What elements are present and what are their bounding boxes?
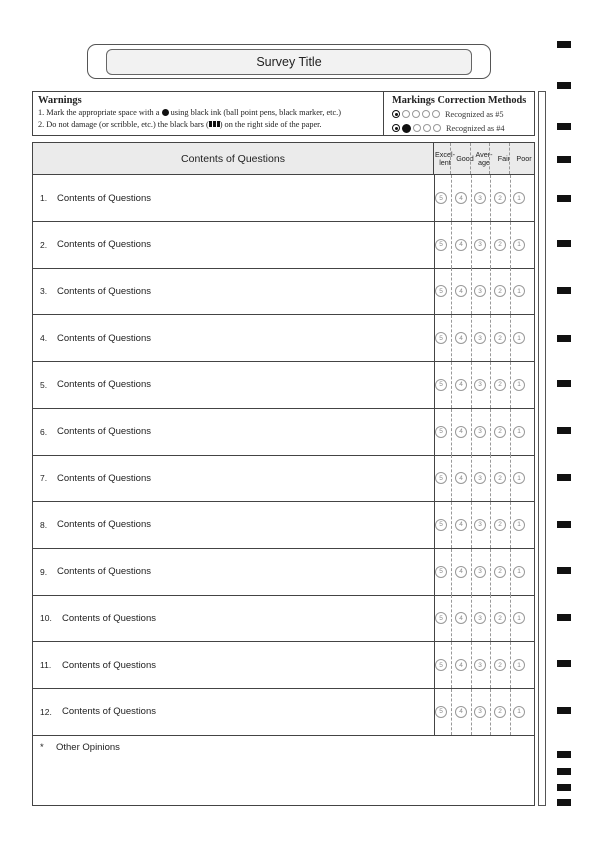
rating-bubble-4[interactable]: 4 — [455, 659, 467, 671]
question-row — [33, 689, 534, 736]
column-divider — [471, 642, 472, 688]
rating-bubble-2[interactable]: 2 — [494, 239, 506, 251]
column-divider — [451, 455, 452, 501]
rating-bubble-5[interactable]: 5 — [435, 566, 447, 578]
rating-cells — [434, 642, 534, 688]
warning-line-1-start: 1. Mark the appropriate space with a — [38, 108, 160, 117]
question-number: 7. — [40, 473, 48, 484]
timing-mark — [557, 82, 571, 89]
timing-mark — [557, 287, 571, 294]
column-divider — [490, 315, 491, 361]
rating-cells — [434, 455, 534, 501]
rating-bubble-1[interactable]: 1 — [513, 379, 525, 391]
rating-bubble-4[interactable]: 4 — [455, 566, 467, 578]
warning-line-1-end: using black ink (ball point pens, black marker, etc.) — [170, 108, 341, 117]
rating-cells — [434, 268, 534, 314]
column-divider — [471, 175, 472, 221]
rating-bubble-3[interactable]: 3 — [474, 566, 486, 578]
warning-line-2-end: ) on the right side of the paper. — [219, 120, 322, 129]
warning-line-2 — [38, 119, 378, 131]
correction-example-2 — [392, 121, 526, 135]
rating-bubble-3[interactable]: 3 — [474, 379, 486, 391]
question-text — [40, 222, 151, 268]
column-divider — [471, 689, 472, 735]
rating-bubble-3[interactable]: 3 — [474, 332, 486, 344]
rating-bubble-2[interactable]: 2 — [494, 706, 506, 718]
rating-bubble-1[interactable]: 1 — [513, 426, 525, 438]
rating-bubble-2[interactable]: 2 — [494, 659, 506, 671]
question-row — [33, 315, 534, 362]
column-divider — [450, 143, 451, 174]
rating-bubble-5[interactable]: 5 — [435, 379, 447, 391]
rating-bubble-4[interactable]: 4 — [455, 426, 467, 438]
column-divider — [510, 689, 511, 735]
question-number: 8. — [40, 519, 48, 530]
rating-bubble-4[interactable]: 4 — [455, 332, 467, 344]
rating-bubble-4[interactable]: 4 — [455, 239, 467, 251]
rating-cells — [434, 315, 534, 361]
question-label: Contents of Questions — [62, 706, 156, 718]
column-divider — [510, 409, 511, 455]
rating-bubble-2[interactable]: 2 — [494, 426, 506, 438]
rating-bubble-2[interactable]: 2 — [494, 472, 506, 484]
timing-mark — [557, 614, 571, 621]
question-label: Contents of Questions — [57, 332, 151, 344]
column-divider — [490, 502, 491, 548]
column-divider — [510, 549, 511, 595]
question-number: 3. — [40, 286, 48, 297]
rating-bubble-2[interactable]: 2 — [494, 612, 506, 624]
rating-bubble-3[interactable]: 3 — [474, 706, 486, 718]
question-label: Contents of Questions — [57, 426, 151, 437]
column-divider — [490, 689, 491, 735]
column-divider — [510, 315, 511, 361]
timing-mark — [557, 335, 571, 342]
question-text — [40, 689, 156, 735]
timing-mark — [557, 751, 571, 758]
column-divider — [451, 502, 452, 548]
column-divider — [470, 143, 471, 174]
rating-bubble-3[interactable]: 3 — [474, 612, 486, 624]
question-number: 6. — [40, 426, 48, 437]
timing-mark — [557, 707, 571, 714]
timing-mark — [557, 195, 571, 202]
rating-cells — [434, 362, 534, 408]
timing-mark — [557, 380, 571, 387]
question-row — [33, 549, 534, 596]
filled-bubble-icon — [402, 124, 411, 133]
rating-cells — [434, 502, 534, 548]
empty-bubble-icon — [413, 124, 421, 132]
column-divider — [451, 268, 452, 314]
question-number: 12. — [40, 706, 52, 717]
rating-bubble-1[interactable]: 1 — [513, 192, 525, 204]
question-label: Contents of Questions — [57, 192, 151, 204]
question-row — [33, 222, 534, 269]
rating-cells — [434, 175, 534, 221]
column-divider — [490, 409, 491, 455]
column-divider — [471, 315, 472, 361]
title-frame — [87, 44, 491, 79]
column-divider — [510, 362, 511, 408]
question-number: 11. — [40, 660, 52, 670]
rating-header-2: Good — [456, 153, 474, 163]
filled-dot-icon — [162, 109, 169, 116]
black-bars-icon — [209, 121, 220, 127]
rating-bubble-4[interactable]: 4 — [455, 192, 467, 204]
question-label: Contents of Questions — [57, 472, 151, 484]
question-text — [40, 175, 151, 221]
column-divider — [471, 362, 472, 408]
question-text — [40, 315, 151, 361]
question-text — [40, 268, 151, 314]
column-divider — [490, 642, 491, 688]
column-divider — [509, 143, 510, 174]
rating-bubble-5[interactable]: 5 — [435, 472, 447, 484]
rating-bubble-3[interactable]: 3 — [474, 659, 486, 671]
correction-example-1 — [392, 107, 526, 121]
empty-bubble-icon — [432, 110, 440, 118]
rating-bubble-4[interactable]: 4 — [455, 612, 467, 624]
rating-bubble-1[interactable]: 1 — [513, 612, 525, 624]
column-divider — [471, 268, 472, 314]
question-label: Contents of Questions — [57, 566, 151, 578]
rating-bubble-5[interactable]: 5 — [435, 192, 447, 204]
table-header — [33, 143, 534, 175]
rating-bubble-5[interactable]: 5 — [435, 612, 447, 624]
rating-bubble-4[interactable]: 4 — [455, 472, 467, 484]
rating-bubble-2[interactable]: 2 — [494, 519, 506, 531]
question-column-header: Contents of Questions — [33, 143, 434, 174]
timing-mark — [557, 427, 571, 434]
question-row — [33, 175, 534, 222]
column-divider — [471, 409, 472, 455]
question-label: Contents of Questions — [57, 239, 151, 251]
empty-bubble-icon — [433, 124, 441, 132]
rating-cells — [434, 409, 534, 455]
column-divider — [451, 689, 452, 735]
correction-panel — [384, 92, 534, 135]
timing-mark — [557, 660, 571, 667]
rating-bubble-5[interactable]: 5 — [435, 426, 447, 438]
rating-bubble-1[interactable]: 1 — [513, 472, 525, 484]
question-label: Contents of Questions — [62, 612, 156, 624]
question-row — [33, 642, 534, 689]
timing-mark — [557, 123, 571, 130]
question-row — [33, 455, 534, 502]
warning-line-1 — [38, 107, 378, 119]
column-divider — [451, 362, 452, 408]
column-divider — [451, 595, 452, 641]
question-row — [33, 362, 534, 409]
question-number: 10. — [40, 613, 52, 624]
rating-header-3: Aver- age — [475, 149, 493, 167]
rating-header-1: Excel- lent — [435, 149, 455, 167]
rating-cells — [434, 595, 534, 641]
rating-bubble-2[interactable]: 2 — [494, 192, 506, 204]
question-text — [40, 549, 151, 595]
column-divider — [490, 455, 491, 501]
rating-bubble-5[interactable]: 5 — [435, 285, 447, 297]
corrected-bubble-icon — [392, 110, 400, 118]
timing-mark — [557, 784, 571, 791]
column-divider — [490, 268, 491, 314]
column-divider — [471, 595, 472, 641]
rating-bubble-4[interactable]: 4 — [455, 379, 467, 391]
corrected-bubble-icon — [392, 124, 400, 132]
rating-bubble-1[interactable]: 1 — [513, 519, 525, 531]
rating-bubble-2[interactable]: 2 — [494, 566, 506, 578]
column-divider — [451, 409, 452, 455]
column-divider — [510, 455, 511, 501]
rating-bubble-3[interactable]: 3 — [474, 519, 486, 531]
warning-line-2-start: 2. Do not damage (or scribble, etc.) the black bars ( — [38, 120, 209, 129]
rating-bubble-1[interactable]: 1 — [513, 706, 525, 718]
timing-mark — [557, 240, 571, 247]
survey-title: Survey Title — [106, 49, 472, 75]
rating-bubble-3[interactable]: 3 — [474, 426, 486, 438]
rating-bubble-5[interactable]: 5 — [435, 519, 447, 531]
question-row — [33, 595, 534, 642]
column-divider — [451, 175, 452, 221]
correction-label-2: Recognized as #4 — [446, 123, 505, 133]
column-divider — [490, 175, 491, 221]
rating-bubble-5[interactable]: 5 — [435, 239, 447, 251]
column-divider — [510, 222, 511, 268]
question-text — [40, 409, 151, 455]
timing-mark — [557, 41, 571, 48]
rating-bubble-1[interactable]: 1 — [513, 332, 525, 344]
question-text — [40, 502, 151, 548]
column-divider — [471, 502, 472, 548]
question-label: Contents of Questions — [57, 285, 151, 297]
rating-bubble-1[interactable]: 1 — [513, 659, 525, 671]
rating-bubble-3[interactable]: 3 — [474, 192, 486, 204]
column-divider — [510, 595, 511, 641]
question-text — [40, 362, 151, 408]
rating-bubble-2[interactable]: 2 — [494, 332, 506, 344]
rating-bubble-3[interactable]: 3 — [474, 239, 486, 251]
column-divider — [471, 455, 472, 501]
warnings-panel — [33, 92, 384, 135]
column-divider — [451, 549, 452, 595]
column-divider — [451, 315, 452, 361]
question-row — [33, 502, 534, 549]
timing-mark — [557, 156, 571, 163]
rating-cells — [434, 549, 534, 595]
rating-cells — [434, 222, 534, 268]
rating-header-5: Poor — [516, 153, 532, 163]
column-divider — [490, 595, 491, 641]
question-number: 1. — [40, 193, 48, 203]
column-divider — [510, 175, 511, 221]
column-divider — [471, 222, 472, 268]
rating-bubble-1[interactable]: 1 — [513, 285, 525, 297]
column-divider — [510, 502, 511, 548]
question-label: Contents of Questions — [57, 519, 151, 531]
column-divider — [510, 268, 511, 314]
correction-label-1: Recognized as #5 — [445, 109, 504, 119]
side-strip — [538, 91, 546, 806]
empty-bubble-icon — [423, 124, 431, 132]
rating-bubble-2[interactable]: 2 — [494, 285, 506, 297]
timing-mark — [557, 768, 571, 775]
rating-bubble-4[interactable]: 4 — [455, 519, 467, 531]
rating-bubble-3[interactable]: 3 — [474, 472, 486, 484]
question-number: 4. — [40, 333, 48, 344]
rating-bubble-4[interactable]: 4 — [455, 285, 467, 297]
rating-header-4: Fair — [497, 153, 511, 163]
rating-cells — [434, 689, 534, 735]
timing-mark — [557, 799, 571, 806]
column-divider — [451, 222, 452, 268]
column-divider — [451, 642, 452, 688]
timing-mark — [557, 474, 571, 481]
question-row — [33, 268, 534, 315]
instructions-box — [32, 91, 535, 136]
column-divider — [471, 549, 472, 595]
rating-bubble-3[interactable]: 3 — [474, 285, 486, 297]
column-divider — [490, 362, 491, 408]
questions-table — [32, 142, 535, 806]
rating-bubble-1[interactable]: 1 — [513, 566, 525, 578]
opinions-marker: * — [40, 742, 44, 753]
column-divider — [510, 642, 511, 688]
other-opinions — [40, 742, 120, 753]
timing-mark — [557, 521, 571, 528]
empty-bubble-icon — [422, 110, 430, 118]
column-divider — [490, 549, 491, 595]
question-number: 9. — [40, 566, 48, 577]
question-text — [40, 455, 151, 501]
question-number: 2. — [40, 239, 48, 250]
warnings-heading: Warnings — [38, 95, 82, 106]
question-label: Contents of Questions — [57, 379, 151, 391]
rating-bubble-1[interactable]: 1 — [513, 239, 525, 251]
rating-bubble-4[interactable]: 4 — [455, 706, 467, 718]
rating-bubble-5[interactable]: 5 — [435, 332, 447, 344]
rating-bubble-5[interactable]: 5 — [435, 659, 447, 671]
opinions-label: Other Opinions — [56, 742, 120, 753]
question-text — [40, 642, 156, 688]
question-text — [40, 595, 156, 641]
empty-bubble-icon — [412, 110, 420, 118]
rating-bubble-5[interactable]: 5 — [435, 706, 447, 718]
question-row — [33, 409, 534, 456]
question-number: 5. — [40, 379, 48, 390]
question-label: Contents of Questions — [62, 659, 156, 671]
column-divider — [489, 143, 490, 174]
rating-bubble-2[interactable]: 2 — [494, 379, 506, 391]
empty-bubble-icon — [402, 110, 410, 118]
column-divider — [490, 222, 491, 268]
correction-heading: Markings Correction Methods — [392, 95, 527, 106]
timing-mark — [557, 567, 571, 574]
